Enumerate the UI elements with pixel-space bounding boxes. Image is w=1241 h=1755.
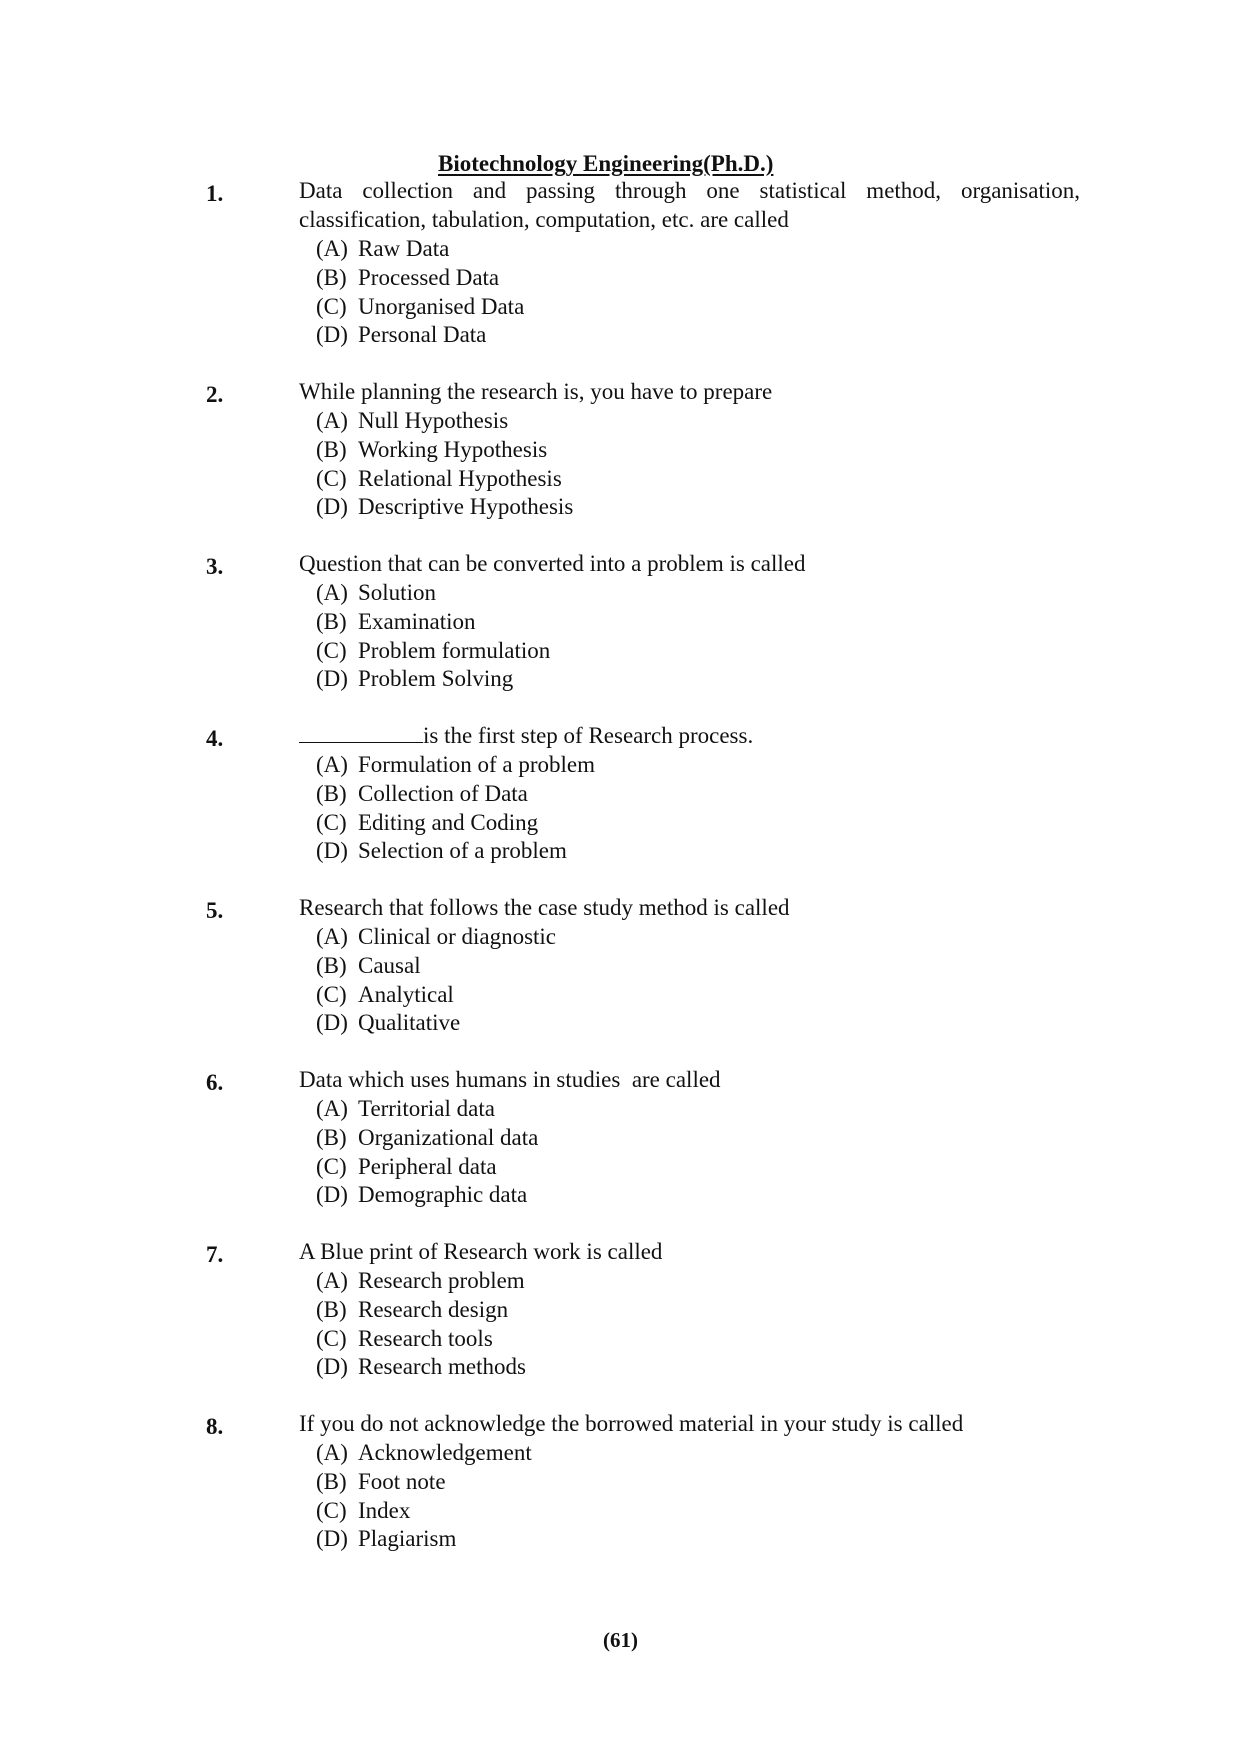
option-text: Relational Hypothesis bbox=[358, 465, 562, 491]
page-number: (61) bbox=[603, 1628, 638, 1652]
option-b bbox=[316, 780, 595, 809]
option-text: Acknowledgement bbox=[358, 1440, 532, 1465]
option-letter: (A) bbox=[316, 924, 348, 949]
option-text: Examination bbox=[358, 608, 476, 634]
option-text: Personal Data bbox=[358, 322, 487, 348]
option-letter: (C) bbox=[316, 1153, 347, 1179]
option-letter: (A) bbox=[316, 236, 348, 261]
option-text: Descriptive Hypothesis bbox=[358, 494, 574, 520]
option-b bbox=[316, 1468, 532, 1497]
question-text: Data collection and passing through one statistical method, organisation, classification, tabulation, computation, etc. are called bbox=[299, 178, 1080, 232]
option-c bbox=[316, 637, 550, 666]
option-text: Null Hypothesis bbox=[358, 408, 509, 433]
question-number: 6. bbox=[206, 1070, 224, 1095]
option-letter: (B) bbox=[316, 1296, 347, 1322]
option-b bbox=[316, 608, 550, 637]
option-letter: (D) bbox=[316, 838, 348, 864]
option-letter: (B) bbox=[316, 608, 347, 634]
option-letter: (A) bbox=[316, 1440, 348, 1465]
option-a bbox=[316, 235, 524, 264]
option-d bbox=[316, 837, 595, 866]
option-text: Processed Data bbox=[358, 264, 500, 290]
option-letter: (D) bbox=[316, 666, 348, 692]
option-a bbox=[316, 407, 573, 436]
fill-in-blank bbox=[299, 722, 423, 743]
option-b bbox=[316, 1124, 538, 1153]
option-d bbox=[316, 1353, 526, 1382]
option-letter: (B) bbox=[316, 436, 347, 462]
option-text: Clinical or diagnostic bbox=[358, 924, 557, 949]
option-letter: (D) bbox=[316, 1354, 348, 1380]
option-text: Solution bbox=[358, 580, 436, 605]
question-text-body: is the first step of Research process. bbox=[423, 723, 754, 748]
option-a bbox=[316, 923, 556, 952]
option-letter: (B) bbox=[316, 264, 347, 290]
option-b bbox=[316, 952, 556, 981]
option-c bbox=[316, 1497, 532, 1526]
option-text: Selection of a problem bbox=[358, 838, 567, 864]
question-number: 3. bbox=[206, 554, 224, 579]
option-letter: (B) bbox=[316, 952, 347, 978]
question-number: 5. bbox=[206, 898, 224, 923]
question-text: Data which uses humans in studies are called bbox=[299, 1067, 721, 1092]
option-letter: (C) bbox=[316, 1325, 347, 1351]
question-number: 7. bbox=[206, 1242, 224, 1267]
option-b bbox=[316, 1296, 526, 1325]
question-text: While planning the research is, you have to prepare bbox=[299, 379, 773, 404]
options-list bbox=[316, 751, 595, 866]
option-d bbox=[316, 321, 524, 350]
option-letter: (A) bbox=[316, 1268, 348, 1293]
option-text: Plagiarism bbox=[358, 1526, 457, 1552]
options-list bbox=[316, 1267, 526, 1382]
option-letter: (B) bbox=[316, 780, 347, 806]
option-text: Raw Data bbox=[358, 236, 450, 261]
option-letter: (A) bbox=[316, 1096, 348, 1121]
option-text: Organizational data bbox=[358, 1124, 539, 1150]
options-list bbox=[316, 1095, 538, 1210]
options-list bbox=[316, 1439, 532, 1554]
option-a bbox=[316, 751, 595, 780]
question-number: 1. bbox=[206, 181, 224, 206]
option-b bbox=[316, 436, 573, 465]
option-letter: (D) bbox=[316, 322, 348, 348]
option-text: Research tools bbox=[358, 1325, 493, 1351]
option-text: Problem formulation bbox=[358, 637, 551, 663]
option-text: Research methods bbox=[358, 1354, 526, 1380]
option-text: Peripheral data bbox=[358, 1153, 497, 1179]
question-number: 4. bbox=[206, 726, 224, 751]
option-letter: (B) bbox=[316, 1468, 347, 1494]
option-letter: (A) bbox=[316, 752, 348, 777]
option-d bbox=[316, 1525, 532, 1554]
option-c bbox=[316, 809, 595, 838]
option-letter: (D) bbox=[316, 494, 348, 520]
question-text: If you do not acknowledge the borrowed material in your study is called bbox=[299, 1411, 964, 1436]
option-d bbox=[316, 1181, 538, 1210]
page-title: Biotechnology Engineering(Ph.D.) bbox=[438, 151, 774, 176]
option-b bbox=[316, 264, 524, 293]
option-letter: (C) bbox=[316, 637, 347, 663]
option-letter: (A) bbox=[316, 408, 348, 433]
option-text: Causal bbox=[358, 952, 421, 978]
options-list bbox=[316, 407, 573, 522]
option-text: Problem Solving bbox=[358, 666, 514, 692]
option-text: Index bbox=[358, 1497, 411, 1523]
option-letter: (C) bbox=[316, 981, 347, 1007]
options-list bbox=[316, 235, 524, 350]
question-number: 2. bbox=[206, 382, 224, 407]
option-c bbox=[316, 1153, 538, 1182]
option-letter: (D) bbox=[316, 1010, 348, 1036]
option-text: Territorial data bbox=[358, 1096, 495, 1121]
option-a bbox=[316, 1439, 532, 1468]
option-a bbox=[316, 579, 550, 608]
option-d bbox=[316, 493, 573, 522]
option-c bbox=[316, 293, 524, 322]
option-a bbox=[316, 1267, 526, 1296]
question-text: Research that follows the case study method is called bbox=[299, 895, 790, 920]
option-a bbox=[316, 1095, 538, 1124]
option-d bbox=[316, 665, 550, 694]
question-number: 8. bbox=[206, 1414, 224, 1439]
option-text: Qualitative bbox=[358, 1010, 461, 1036]
option-text: Foot note bbox=[358, 1468, 446, 1494]
option-letter: (C) bbox=[316, 1497, 347, 1523]
options-list bbox=[316, 923, 556, 1038]
option-c bbox=[316, 465, 573, 494]
option-letter: (C) bbox=[316, 465, 347, 491]
option-text: Working Hypothesis bbox=[358, 436, 548, 462]
option-text: Demographic data bbox=[358, 1182, 528, 1208]
options-list bbox=[316, 579, 550, 694]
option-c bbox=[316, 1325, 526, 1354]
option-letter: (C) bbox=[316, 293, 347, 319]
question-text: A Blue print of Research work is called bbox=[299, 1239, 663, 1264]
option-letter: (D) bbox=[316, 1182, 348, 1208]
option-letter: (D) bbox=[316, 1526, 348, 1552]
option-text: Research design bbox=[358, 1296, 509, 1322]
option-text: Formulation of a problem bbox=[358, 752, 595, 777]
question-text: Question that can be converted into a problem is called bbox=[299, 551, 806, 576]
option-c bbox=[316, 981, 556, 1010]
option-text: Collection of Data bbox=[358, 780, 528, 806]
option-text: Research problem bbox=[358, 1268, 525, 1293]
option-letter: (A) bbox=[316, 580, 348, 605]
question-text bbox=[299, 722, 1080, 751]
option-d bbox=[316, 1009, 556, 1038]
option-letter: (B) bbox=[316, 1124, 347, 1150]
option-text: Analytical bbox=[358, 981, 454, 1007]
option-text: Unorganised Data bbox=[358, 293, 525, 319]
option-text: Editing and Coding bbox=[358, 809, 539, 835]
option-letter: (C) bbox=[316, 809, 347, 835]
